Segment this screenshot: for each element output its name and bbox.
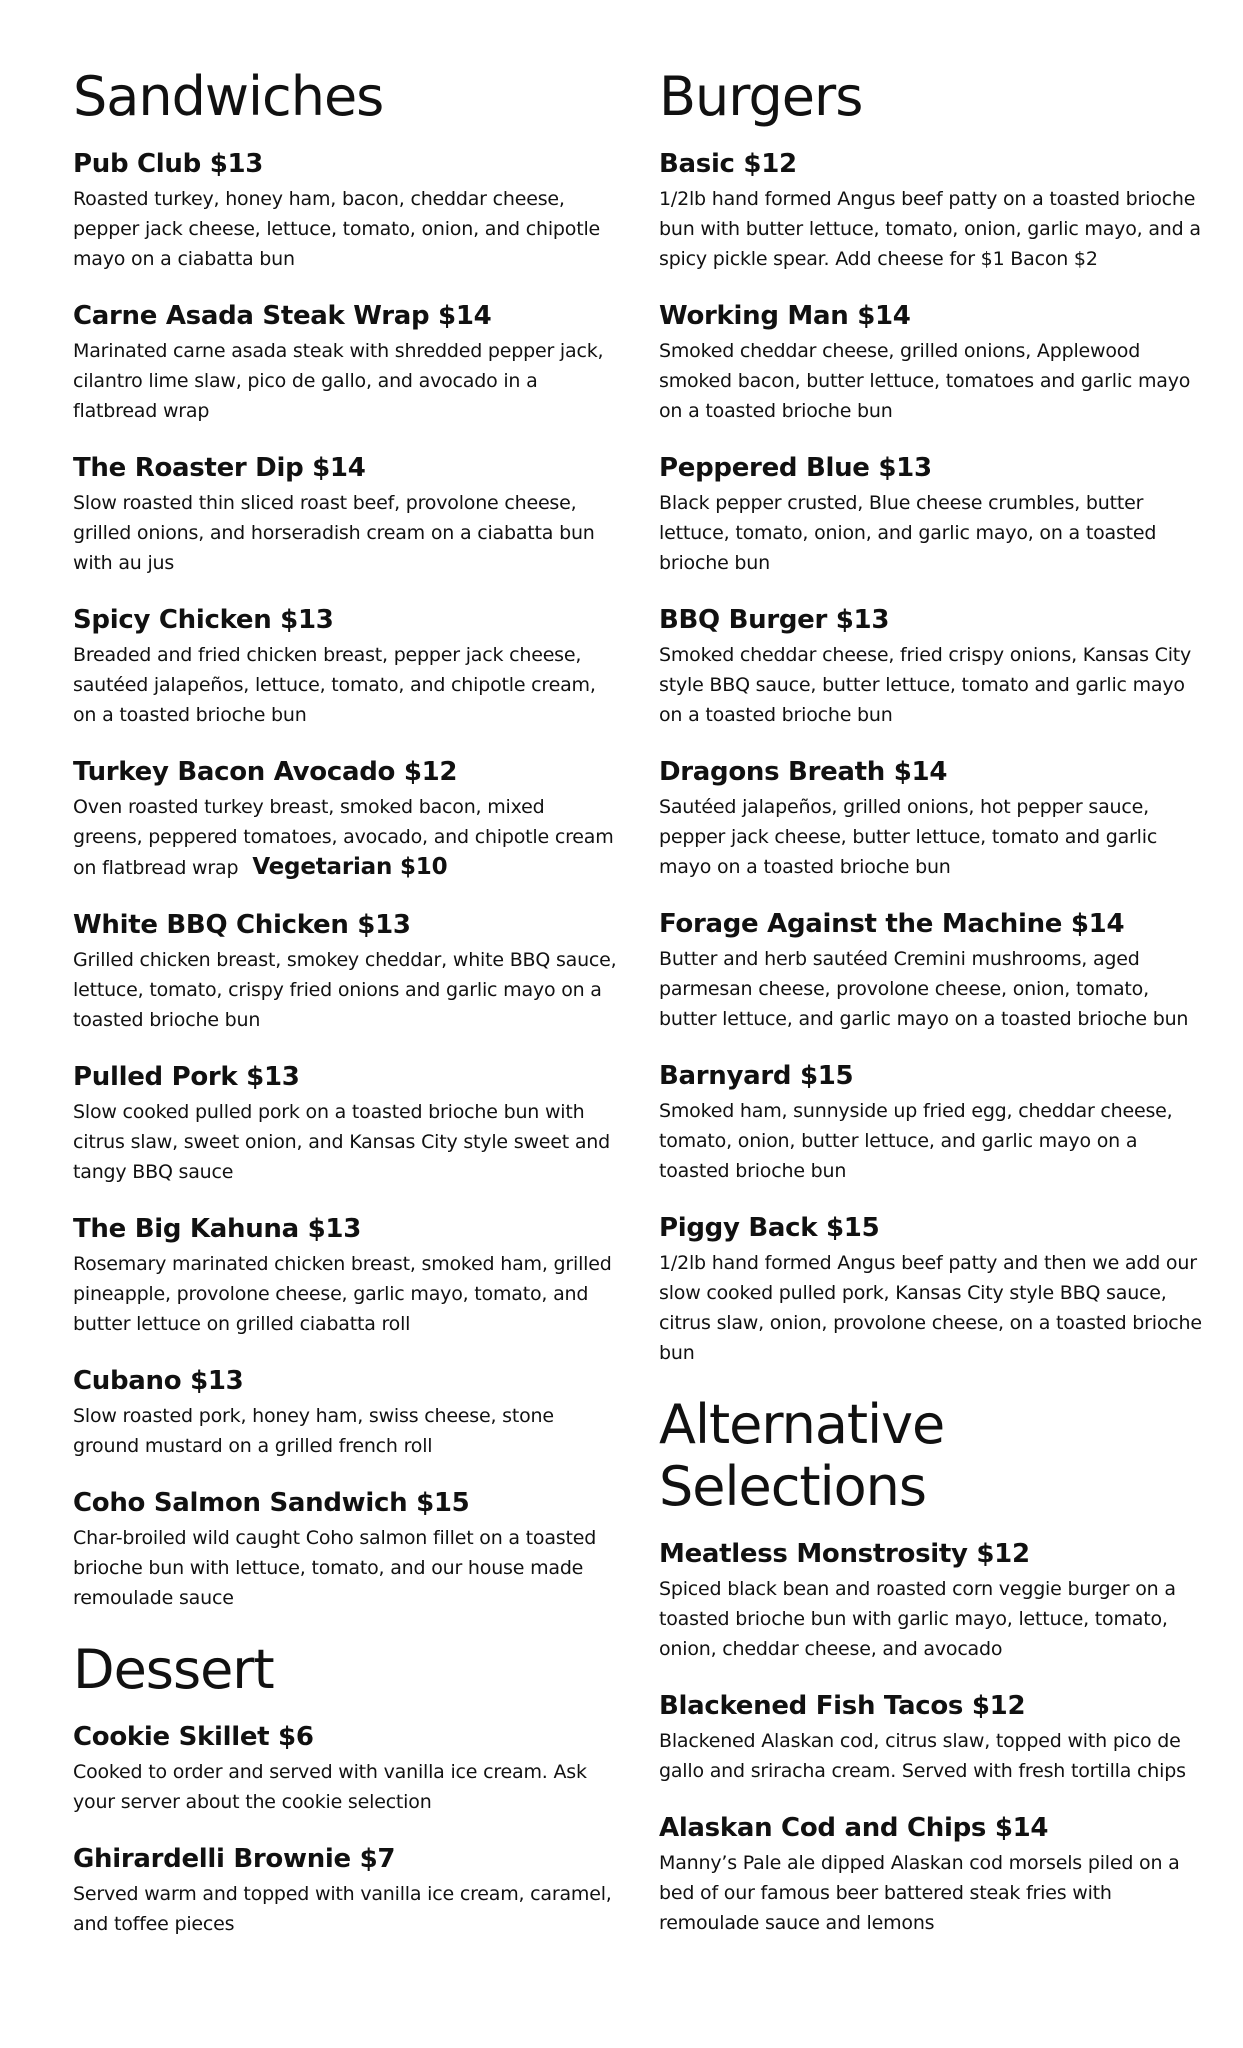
menu-item: [659, 1690, 1204, 1786]
menu-item-description: [73, 1879, 618, 1939]
menu-item-name: Cubano $13: [73, 1366, 244, 1396]
menu-item-description-text: Smoked cheddar cheese, fried crispy onions, Kansas City style BBQ sauce, butter lettuce, tomato and garlic mayo on a toasted brioche bun: [659, 644, 1192, 726]
menu-item-description: [73, 945, 618, 1035]
menu-item-description-text: Manny’s Pale ale dipped Alaskan cod morsels piled on a bed of our famous beer battered steak fries with remoulade sauce and lemons: [659, 1852, 1180, 1934]
menu-item-description-text: Slow roasted thin sliced roast beef, provolone cheese, grilled onions, and horseradish cream on a ciabatta bun with au jus: [73, 492, 595, 574]
menu-item-description: [659, 184, 1204, 274]
menu-item-description: [73, 1757, 618, 1817]
menu-item-description: [659, 488, 1204, 578]
menu-item-name: BBQ Burger $13: [659, 605, 890, 635]
menu-item: [73, 300, 618, 426]
menu-item-name: Ghirardelli Brownie $7: [73, 1844, 396, 1874]
menu-item-description-text: Slow roasted pork, honey ham, swiss cheese, stone ground mustard on a grilled french roll: [73, 1405, 554, 1457]
dessert-list: [73, 1721, 618, 1939]
menu-item-description: [73, 640, 618, 730]
menu-item: [73, 148, 618, 274]
menu-item-description: [659, 944, 1204, 1034]
menu-item-description-text: Breaded and fried chicken breast, pepper jack cheese, sautéed jalapeños, lettuce, tomato, and chipotle cream, on a toasted brioche bun: [73, 644, 596, 726]
menu-item: [659, 452, 1204, 578]
menu-item: [659, 908, 1204, 1034]
menu-item-description-text: Blackened Alaskan cod, citrus slaw, topped with pico de gallo and sriracha cream. Served with fresh tortilla chips: [659, 1730, 1186, 1782]
menu-item-name: Blackened Fish Tacos $12: [659, 1691, 1026, 1721]
menu-item-description-text: Slow cooked pulled pork on a toasted brioche bun with citrus slaw, sweet onion, and Kansas City style sweet and tangy BBQ sauce: [73, 1101, 611, 1183]
menu-item-name: Working Man $14: [659, 301, 911, 331]
menu-item: [659, 604, 1204, 730]
menu-item-description: [73, 1401, 618, 1461]
menu-item: [659, 300, 1204, 426]
menu-item-description-text: Marinated carne asada steak with shredded pepper jack, cilantro lime slaw, pico de gallo, and avocado in a flatbread wrap: [73, 340, 604, 422]
menu-item-description: [73, 1249, 618, 1339]
left-column: [73, 66, 618, 1965]
menu-item-name: Barnyard $15: [659, 1061, 854, 1091]
menu-item: [73, 1843, 618, 1939]
menu-item: [659, 756, 1204, 882]
menu-item-description: [73, 1097, 618, 1187]
menu-item-description-text: Black pepper crusted, Blue cheese crumbles, butter lettuce, tomato, onion, and garlic mayo, on a toasted brioche bun: [659, 492, 1157, 574]
menu-item: [659, 148, 1204, 274]
menu-item-name: Coho Salmon Sandwich $15: [73, 1488, 470, 1518]
menu-item-description: [73, 184, 618, 274]
menu-item-description-text: Served warm and topped with vanilla ice cream, caramel, and toffee pieces: [73, 1883, 612, 1935]
menu-item-name: The Roaster Dip $14: [73, 453, 366, 483]
menu-item-description: [73, 336, 618, 426]
menu-item: [73, 1365, 618, 1461]
menu-item-name: Cookie Skillet $6: [73, 1722, 314, 1752]
menu-item-description-text: Spiced black bean and roasted corn veggie burger on a toasted brioche bun with garlic mayo, lettuce, tomato, onion, cheddar cheese, and avocado: [659, 1578, 1176, 1660]
menu-item-description: [73, 792, 618, 883]
menu-item: [73, 1213, 618, 1339]
menu-item-description: [659, 1096, 1204, 1186]
burgers-list: [659, 148, 1204, 1368]
menu-item-description: [659, 1726, 1204, 1786]
menu-item-description-text: Butter and herb sautéed Cremini mushrooms, aged parmesan cheese, provolone cheese, onion, tomato, butter lettuce, and garlic mayo on a toasted brioche bun: [659, 948, 1189, 1030]
menu-item: [659, 1812, 1204, 1938]
menu-item-description: [73, 1523, 618, 1613]
menu-item-name: Basic $12: [659, 149, 797, 179]
menu-item: [73, 756, 618, 883]
menu-item-name: Piggy Back $15: [659, 1213, 880, 1243]
menu-item-name: Pulled Pork $13: [73, 1062, 300, 1092]
menu-item-name: Pub Club $13: [73, 149, 264, 179]
menu-item-name: Carne Asada Steak Wrap $14: [73, 301, 492, 331]
right-column: [659, 66, 1204, 1964]
menu-item-description-text: Oven roasted turkey breast, smoked bacon, mixed greens, peppered tomatoes, avocado, and chipotle cream on flatbread wrap: [73, 796, 614, 879]
dessert-heading: Dessert: [73, 1638, 274, 1701]
menu-item: [73, 452, 618, 578]
menu-item-name: Meatless Monstrosity $12: [659, 1539, 1030, 1569]
menu-item-name: Forage Against the Machine $14: [659, 909, 1125, 939]
sandwiches-heading: Sandwiches: [73, 65, 384, 128]
menu-item: [73, 909, 618, 1035]
menu-item-description: [659, 336, 1204, 426]
menu-item-description-text: 1/2lb hand formed Angus beef patty and then we add our slow cooked pulled pork, Kansas City style BBQ sauce, citrus slaw, onion, provolone cheese, on a toasted brioche bun: [659, 1252, 1202, 1364]
menu-item-description-text: Rosemary marinated chicken breast, smoked ham, grilled pineapple, provolone cheese, garlic mayo, tomato, and butter lettuce on grilled ciabatta roll: [73, 1253, 612, 1335]
menu-item-description-text: Sautéed jalapeños, grilled onions, hot pepper sauce, pepper jack cheese, butter lettuce, tomato and garlic mayo on a toasted brioche bun: [659, 796, 1158, 878]
menu-item-description-text: 1/2lb hand formed Angus beef patty on a toasted brioche bun with butter lettuce, tomato, onion, garlic mayo, and a spicy pickle spear. Add cheese for $1 Bacon $2: [659, 188, 1201, 270]
menu-item: [659, 1060, 1204, 1186]
menu-item: [659, 1212, 1204, 1368]
menu-item-description: [659, 640, 1204, 730]
menu-item-description-text: Char-broiled wild caught Coho salmon fillet on a toasted brioche bun with lettuce, tomato, and our house made remoulade sauce: [73, 1527, 597, 1609]
menu-item: [659, 1538, 1204, 1664]
alternatives-list: [659, 1538, 1204, 1938]
sandwiches-list: [73, 148, 618, 1613]
menu-item: [73, 1061, 618, 1187]
menu-item-name: White BBQ Chicken $13: [73, 910, 411, 940]
menu-item-description-text: Grilled chicken breast, smokey cheddar, white BBQ sauce, lettuce, tomato, crispy fried onions and garlic mayo on a toasted brioche bun: [73, 949, 617, 1031]
menu-item-description-text: Roasted turkey, honey ham, bacon, cheddar cheese, pepper jack cheese, lettuce, tomato, onion, and chipotle mayo on a ciabatta bun: [73, 188, 601, 270]
menu-item-description-text: Smoked ham, sunnyside up fried egg, cheddar cheese, tomato, onion, butter lettuce, and garlic mayo on a toasted brioche bun: [659, 1100, 1173, 1182]
menu-item-description-text: Smoked cheddar cheese, grilled onions, Applewood smoked bacon, butter lettuce, tomatoes and garlic mayo on a toasted brioche bun: [659, 340, 1191, 422]
menu-item-name: Spicy Chicken $13: [73, 605, 334, 635]
menu-item-name: Alaskan Cod and Chips $14: [659, 1813, 1049, 1843]
menu-item: [73, 1721, 618, 1817]
menu-item-name: The Big Kahuna $13: [73, 1214, 362, 1244]
menu-item-name: Peppered Blue $13: [659, 453, 932, 483]
menu-item-description: [659, 1248, 1204, 1368]
menu-item-variant-price: Vegetarian $10: [252, 854, 448, 880]
menu-item-name: Turkey Bacon Avocado $12: [73, 757, 458, 787]
menu-item-description: [659, 1848, 1204, 1938]
alternatives-heading: Alternative Selections: [659, 1393, 945, 1518]
menu-item: [73, 604, 618, 730]
menu-item-name: Dragons Breath $14: [659, 757, 948, 787]
menu-item-description: [659, 792, 1204, 882]
menu-item: [73, 1487, 618, 1613]
menu-item-description: [73, 488, 618, 578]
burgers-heading: Burgers: [659, 65, 863, 128]
menu-item-description-text: Cooked to order and served with vanilla ice cream. Ask your server about the cookie selection: [73, 1761, 587, 1813]
menu-item-description: [659, 1574, 1204, 1664]
